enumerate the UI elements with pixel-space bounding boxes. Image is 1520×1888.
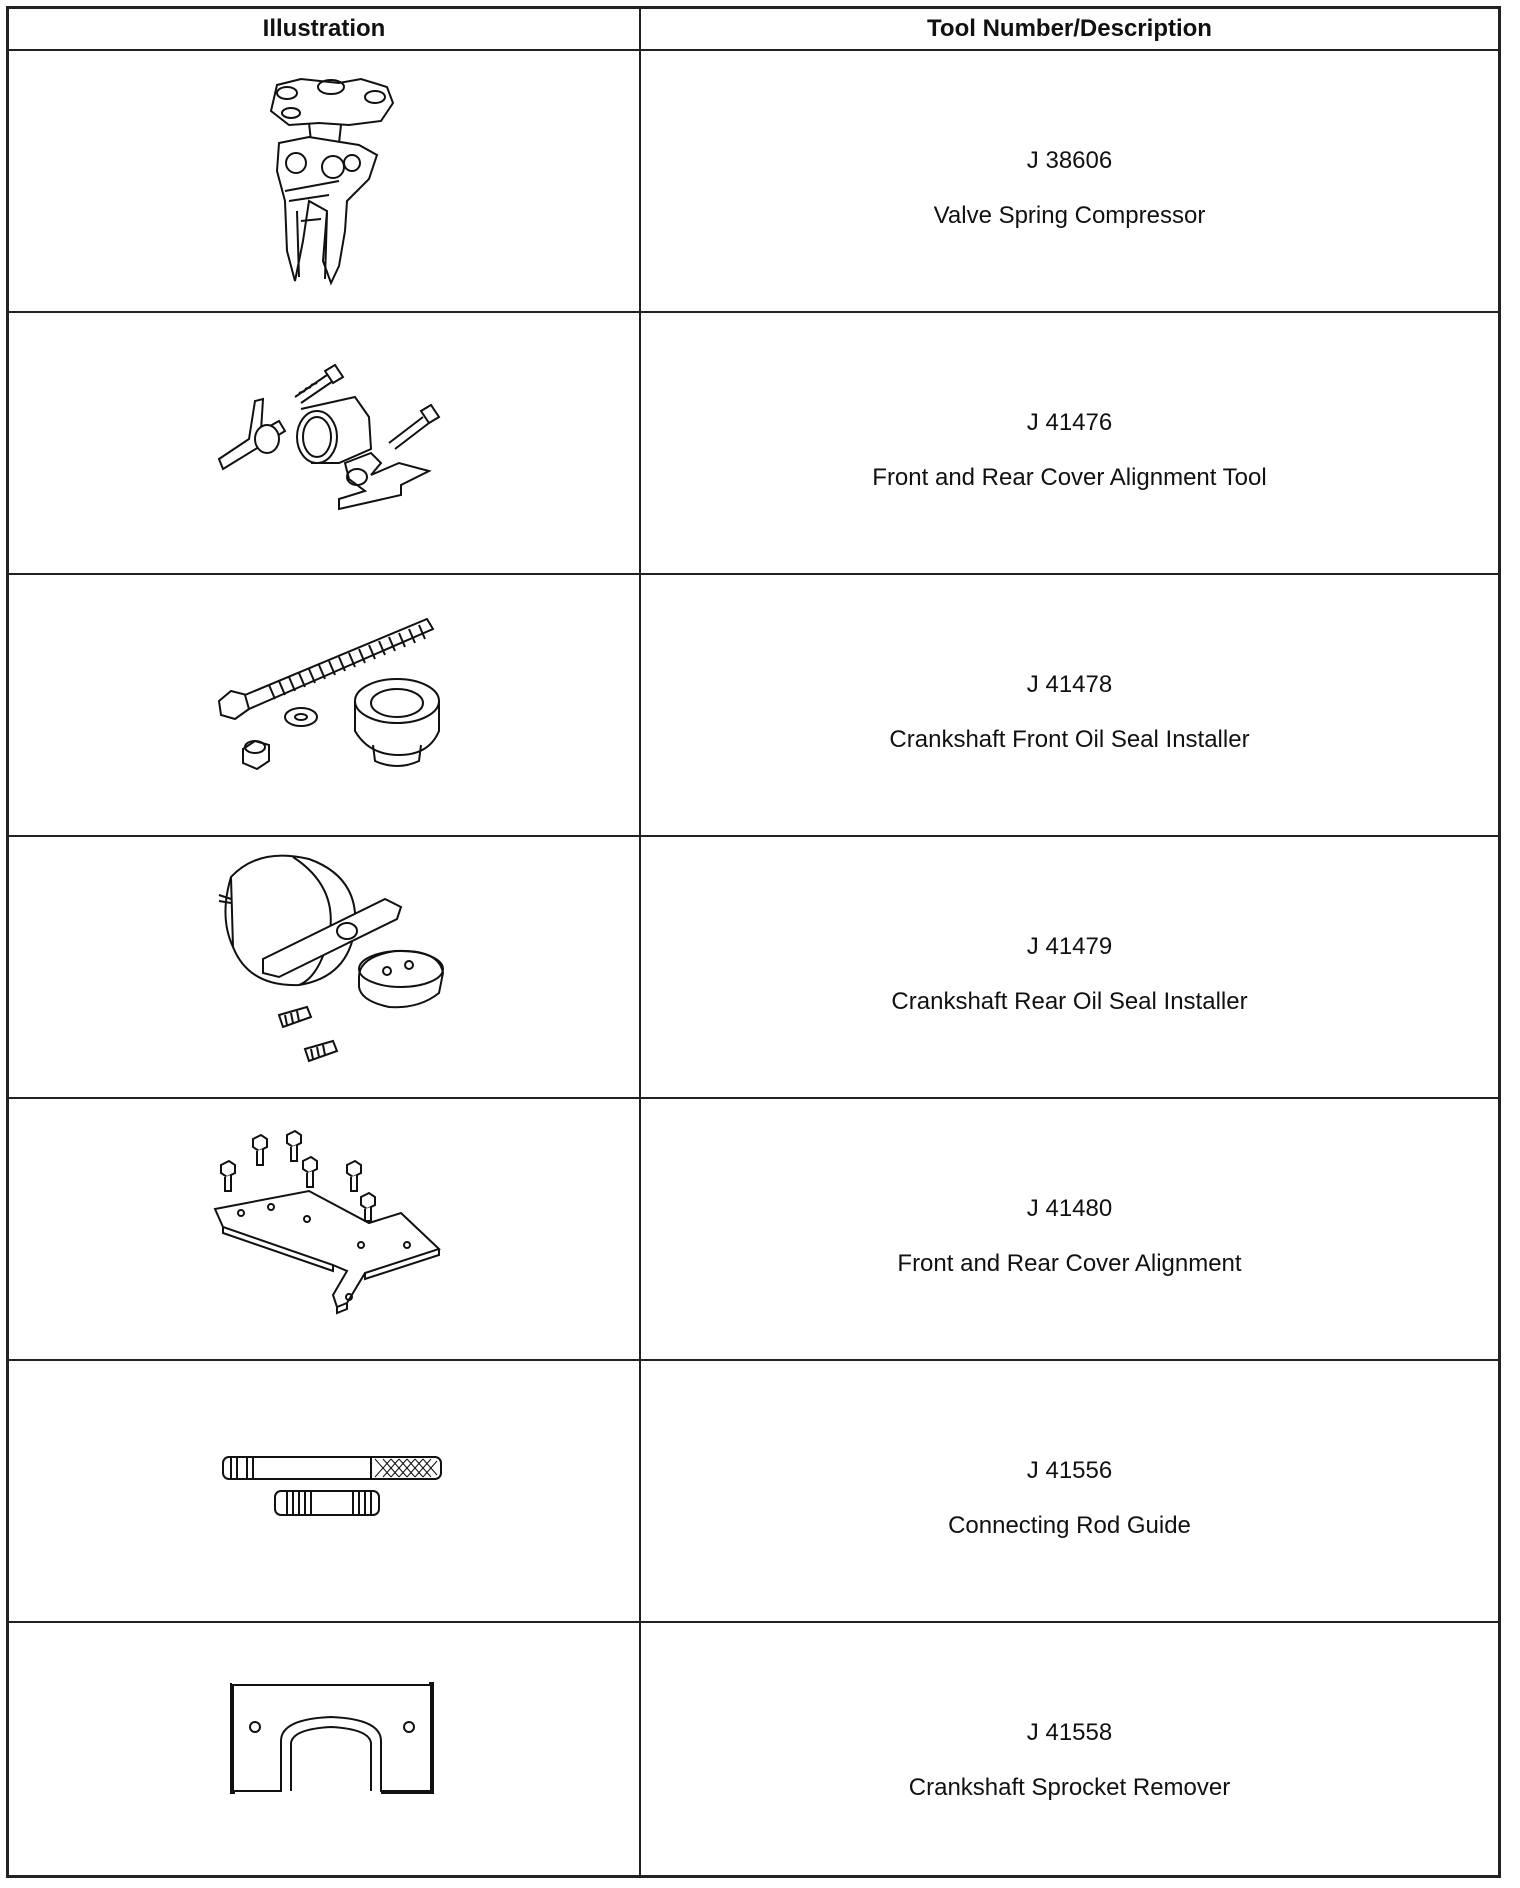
tool-name: Front and Rear Cover Alignment Tool <box>872 464 1267 491</box>
illustration-cell <box>9 837 639 1097</box>
illustration-cell <box>9 1623 639 1875</box>
table-row <box>9 1623 1498 1875</box>
description-cell <box>641 837 1498 1097</box>
description-cell <box>641 313 1498 573</box>
tool-number: J 41478 <box>1026 671 1113 698</box>
cover-alignment-plate-icon <box>9 1099 639 1359</box>
illustration-cell <box>9 1361 639 1621</box>
tool-name: Valve Spring Compressor <box>933 202 1206 229</box>
illustration-cell <box>9 1099 639 1359</box>
cover-alignment-tool-icon <box>9 313 639 573</box>
tool-number: J 41476 <box>1026 409 1113 436</box>
illustration-cell <box>9 575 639 835</box>
tool-number: J 38606 <box>1026 147 1113 174</box>
tool-name: Connecting Rod Guide <box>948 1512 1191 1539</box>
table-header <box>9 9 1498 51</box>
table-row <box>9 51 1498 313</box>
tool-name: Crankshaft Rear Oil Seal Installer <box>891 988 1248 1015</box>
tool-number: J 41480 <box>1026 1195 1113 1222</box>
description-cell <box>641 1099 1498 1359</box>
table-row <box>9 837 1498 1099</box>
rear-oil-seal-installer-icon <box>9 837 639 1097</box>
description-cell <box>641 51 1498 311</box>
table-row <box>9 1361 1498 1623</box>
front-oil-seal-installer-icon <box>9 575 639 835</box>
table-row <box>9 575 1498 837</box>
header-description: Tool Number/Description <box>927 15 1212 42</box>
table-row <box>9 313 1498 575</box>
tool-number: J 41556 <box>1026 1457 1113 1484</box>
description-cell <box>641 1361 1498 1621</box>
tool-number: J 41479 <box>1026 933 1113 960</box>
tool-name: Front and Rear Cover Alignment <box>897 1250 1242 1277</box>
valve-spring-compressor-icon <box>9 51 639 311</box>
tool-name: Crankshaft Sprocket Remover <box>908 1774 1231 1801</box>
tool-number: J 41558 <box>1026 1719 1113 1746</box>
tools-table <box>6 6 1501 1878</box>
header-illustration: Illustration <box>262 15 386 42</box>
table-row <box>9 1099 1498 1361</box>
description-cell <box>641 1623 1498 1875</box>
connecting-rod-guide-icon <box>9 1361 639 1621</box>
sprocket-remover-icon <box>9 1623 639 1883</box>
illustration-cell <box>9 313 639 573</box>
tool-name: Crankshaft Front Oil Seal Installer <box>889 726 1250 753</box>
illustration-cell <box>9 51 639 311</box>
description-cell <box>641 575 1498 835</box>
